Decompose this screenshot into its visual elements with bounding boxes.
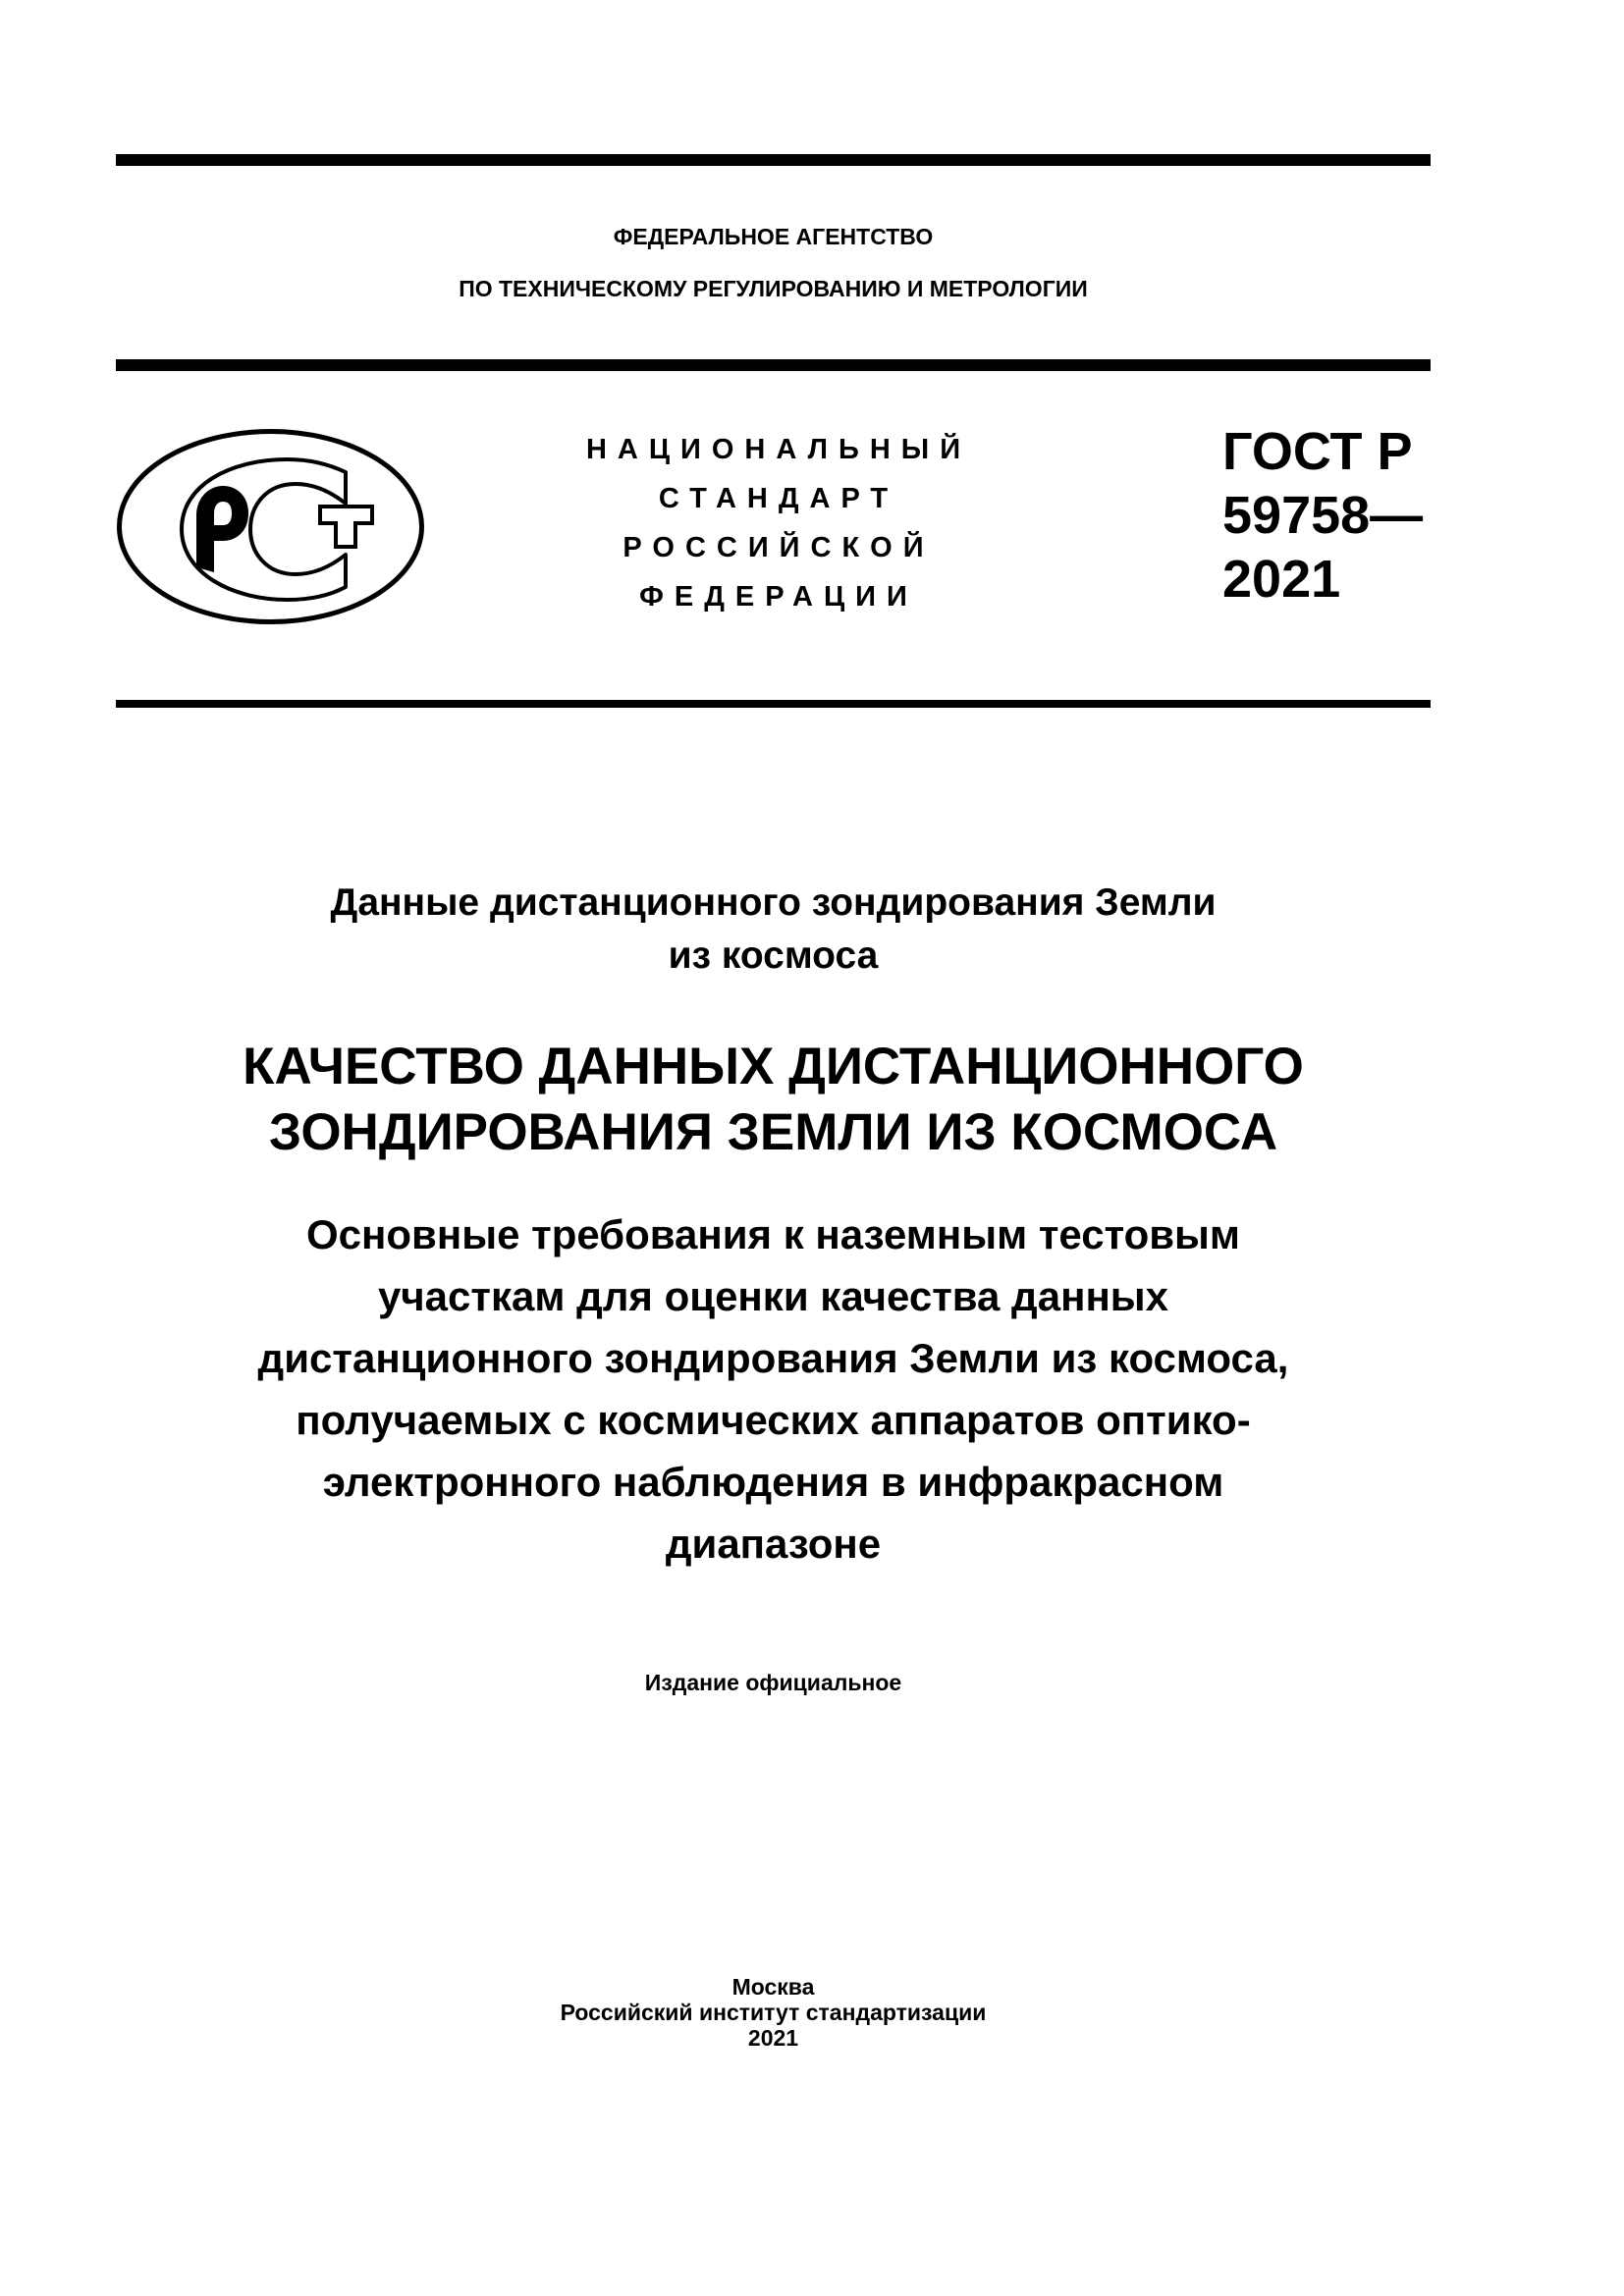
subtitle-line: получаемых с космических аппаратов оптико- [296,1397,1251,1443]
document-subtitle [116,1203,1431,1575]
agency-name-line2: ПО ТЕХНИЧЕСКОМУ РЕГУЛИРОВАНИЮ И МЕТРОЛОГИИ [459,276,1088,301]
title-line: ЗОНДИРОВАНИЯ ЗЕМЛИ ИЗ КОСМОСА [268,1103,1278,1161]
edition-label: Издание официальное [644,1670,902,1695]
subject-line: Данные дистанционного зондирования Земли [330,881,1217,924]
subtitle-line: электронного наблюдения в инфракрасном [322,1459,1224,1505]
document-title [116,1034,1431,1165]
designation-line: 2021 [1222,550,1341,609]
document-subject [116,877,1431,983]
subtitle-line: дистанционного зондирования Земли из космоса, [257,1335,1289,1381]
national-standard-line: СТАНДАРТ [658,483,899,514]
rst-certification-mark-icon [113,425,429,629]
subtitle-line: участкам для оценки качества данных [377,1273,1169,1319]
top-rule [116,154,1431,166]
imprint-city: Москва [731,1974,815,2000]
national-standard-line: НАЦИОНАЛЬНЫЙ [585,434,972,465]
subject-line: из космоса [668,934,879,977]
standard-designation [1222,420,1423,612]
subtitle-line: Основные требования к наземным тестовым [305,1211,1240,1257]
national-standard-label [550,425,997,621]
imprint-year: 2021 [747,2025,799,2051]
bottom-rule [116,700,1431,708]
middle-rule [116,359,1431,371]
national-standard-line: РОССИЙСКОЙ [623,532,935,563]
title-line: КАЧЕСТВО ДАННЫХ ДИСТАНЦИОННОГО [243,1038,1304,1095]
designation-line: 59758— [1222,486,1424,545]
imprint [116,1974,1431,2051]
national-standard-line: ФЕДЕРАЦИИ [639,581,918,613]
agency-name-line1: ФЕДЕРАЛЬНОЕ АГЕНТСТВО [613,224,934,249]
imprint-publisher: Российский институт стандартизации [560,2000,987,2025]
designation-line: ГОСТ Р [1222,422,1413,481]
subtitle-line: диапазоне [665,1521,882,1567]
